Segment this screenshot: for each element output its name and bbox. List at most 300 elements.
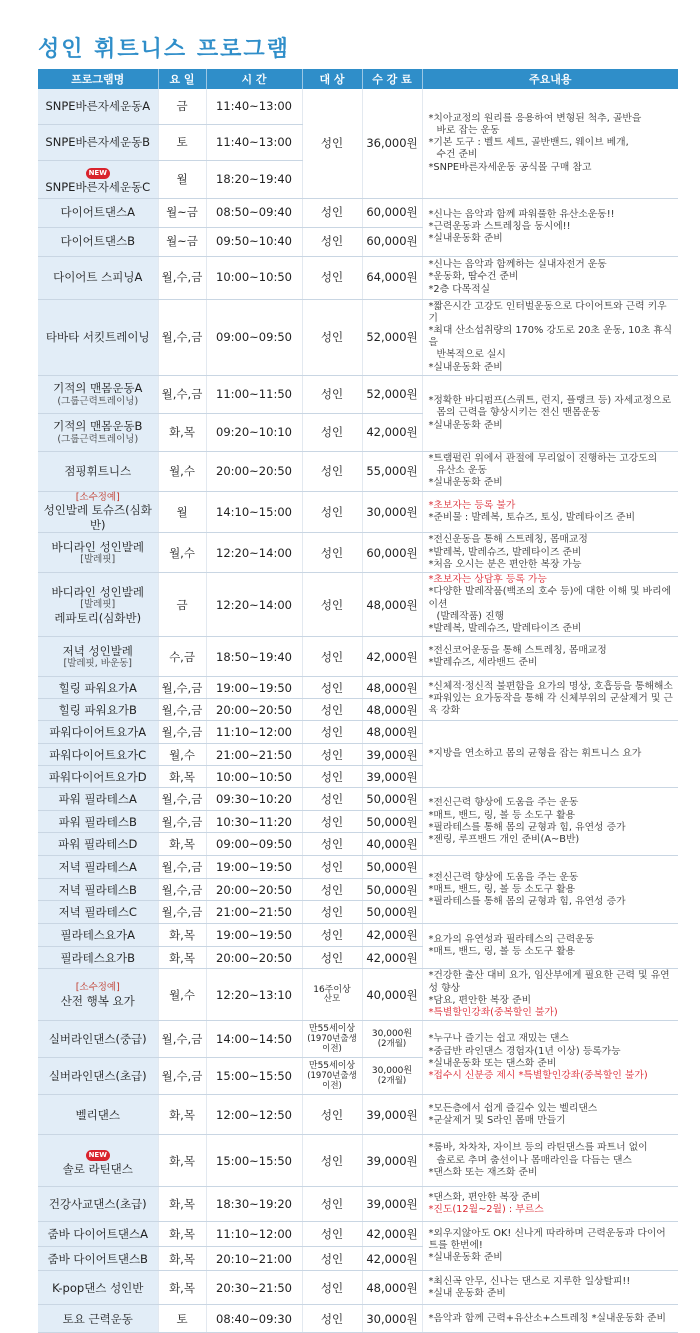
- table-row: [38, 256, 678, 299]
- target-cell: 성인: [302, 89, 362, 198]
- description-cell: [422, 788, 678, 856]
- target-cell: 성인: [302, 744, 362, 766]
- program-name: 점핑휘트니스: [64, 464, 132, 479]
- table-row: [38, 788, 678, 811]
- target-cell: 성인: [302, 1305, 362, 1333]
- time-cell: 10:00~10:50: [206, 766, 302, 788]
- fee-cell: 48,000원: [362, 573, 422, 637]
- table-row: [38, 299, 678, 375]
- day-cell: 금: [158, 89, 206, 124]
- description-line: *파워있는 요가동작을 통해 각 신체부위의 군살제거 및 근육 강화: [428, 692, 673, 717]
- program-tag: [소수정예]: [75, 491, 120, 503]
- fee-line: 30,000원: [371, 1066, 413, 1077]
- fee-cell: 36,000원: [362, 89, 422, 198]
- description-line: *짧은시간 고강도 인터벌운동으로 다이어트와 근력 키우기: [428, 300, 667, 324]
- description-line: *처음 오시는 분은 편안한 복장 가능: [428, 558, 582, 570]
- description-cell: [422, 89, 678, 198]
- description-line: *2층 다목적실: [428, 283, 491, 295]
- program-name-cell: [38, 947, 158, 969]
- table-row: [38, 89, 678, 124]
- time-cell: 21:00~21:50: [206, 901, 302, 924]
- fee-cell: 52,000원: [362, 375, 422, 413]
- program-name: K-pop댄스 성인반: [52, 1280, 144, 1295]
- description-cell: [422, 1135, 678, 1187]
- description-warning: *접수시 신분증 제시 *특별할인강좌(중복할인 불가): [428, 1070, 648, 1082]
- time-cell: 18:30~19:20: [206, 1187, 302, 1222]
- description-cell: [422, 256, 678, 299]
- program-name-cell: [38, 856, 158, 879]
- program-name: 산전 행복 요가: [60, 993, 135, 1008]
- description-line: *전신운동을 통해 스트레칭, 몸매교정: [428, 534, 588, 546]
- program-name: 필라테스요가A: [60, 928, 136, 943]
- table-row: [38, 1305, 678, 1333]
- program-name-cell: [38, 924, 158, 947]
- time-cell: 19:00~19:50: [206, 924, 302, 947]
- table-row: [38, 969, 678, 1021]
- fee-cell: 50,000원: [362, 788, 422, 811]
- program-name: 다이어트 스피닝A: [53, 270, 143, 285]
- fee-cell: 64,000원: [362, 256, 422, 299]
- day-cell: 월,수,금: [158, 856, 206, 879]
- target-cell: 성인: [302, 227, 362, 256]
- program-name: 기적의 맨몸운동B: [53, 419, 143, 434]
- fee-cell: 42,000원: [362, 413, 422, 451]
- description-cell: [422, 1305, 678, 1333]
- program-name-cell: [38, 491, 158, 533]
- description-line: *정확한 바디펌프(스쿼트, 런지, 플랭크 등) 자세교정으로: [428, 395, 672, 407]
- time-cell: 12:20~13:10: [206, 969, 302, 1021]
- fee-cell: 39,000원: [362, 766, 422, 788]
- header-time: 시 간: [206, 69, 302, 89]
- program-name-cell: [38, 1222, 158, 1247]
- table-body: [38, 89, 678, 1333]
- program-name-cell: [38, 811, 158, 833]
- description-line: *실내 운동화 준비: [428, 1287, 506, 1299]
- program-name: 필라테스요가B: [60, 950, 136, 965]
- time-cell: 12:20~14:00: [206, 573, 302, 637]
- program-name-cell: [38, 413, 158, 451]
- fee-cell: 40,000원: [362, 833, 422, 856]
- day-cell: 화,목: [158, 924, 206, 947]
- day-cell: 월,수,금: [158, 879, 206, 901]
- program-name: 벨리댄스: [75, 1107, 120, 1122]
- page-title: 성인 휘트니스 프로그램: [38, 37, 290, 62]
- description-line: *외우지않아도 OK! 신나게 따라하며 근력운동과 다이어트를 한번에!: [428, 1227, 666, 1252]
- table-row: [38, 1187, 678, 1222]
- program-name-cell: [38, 124, 158, 160]
- description-line: 바로 잡는 운동: [436, 124, 500, 136]
- description-cell: [422, 533, 678, 573]
- table-row: [38, 451, 678, 491]
- fee-cell: 55,000원: [362, 451, 422, 491]
- time-cell: 12:20~14:00: [206, 533, 302, 573]
- time-cell: 20:00~20:50: [206, 451, 302, 491]
- day-cell: 월,수,금: [158, 677, 206, 699]
- description-line: *실내운동화 준비: [428, 1252, 503, 1264]
- table-header-row: [38, 69, 678, 89]
- description-line: *운동화, 땀수건 준비: [428, 271, 519, 283]
- target-cell: 성인: [302, 947, 362, 969]
- description-line: *필라테스를 통해 몸의 균형과 힘, 유연성 증가: [428, 821, 626, 833]
- time-cell: 11:10~12:00: [206, 721, 302, 744]
- description-line: *신나는 음악과 함께하는 실내자전거 운동: [428, 259, 607, 271]
- fee-cell: 60,000원: [362, 533, 422, 573]
- description-line: 수건 준비: [436, 149, 478, 161]
- description-cell: [422, 721, 678, 788]
- program-name-cell: [38, 198, 158, 227]
- header-target: 대 상: [302, 69, 362, 89]
- time-cell: 12:00~12:50: [206, 1095, 302, 1135]
- description-cell: [422, 491, 678, 533]
- fee-cell: 42,000원: [362, 637, 422, 677]
- target-cell: 성인: [302, 1187, 362, 1222]
- program-name: 다이어트댄스B: [60, 234, 136, 249]
- time-cell: 09:30~10:20: [206, 788, 302, 811]
- program-name: 건강사교댄스(초급): [48, 1197, 147, 1212]
- table-row: [38, 721, 678, 744]
- target-cell: 성인: [302, 533, 362, 573]
- fee-cell: 52,000원: [362, 299, 422, 375]
- day-cell: 월,수,금: [158, 1021, 206, 1058]
- description-line: *필라테스를 통해 몸의 균형과 힘, 유연성 증가: [428, 896, 626, 908]
- target-cell: 성인: [302, 198, 362, 227]
- fee-cell: 48,000원: [362, 1271, 422, 1305]
- target-cell: 성인: [302, 699, 362, 721]
- fee-cell: 60,000원: [362, 227, 422, 256]
- description-line: *발레슈즈, 세라밴드 준비: [428, 656, 538, 668]
- program-name-cell: [38, 1021, 158, 1058]
- program-name: 타바타 서킷트레이닝: [45, 330, 150, 345]
- description-line: *준비물 : 발레복, 토슈즈, 토싱, 발레타이즈 준비: [428, 511, 636, 523]
- target-cell: 성인: [302, 721, 362, 744]
- fee-cell: 42,000원: [362, 1222, 422, 1247]
- description-cell: [422, 969, 678, 1021]
- fee-cell: 50,000원: [362, 811, 422, 833]
- day-cell: 화,목: [158, 1222, 206, 1247]
- target-cell: 성인: [302, 413, 362, 451]
- program-name: SNPE바른자세운동C: [45, 179, 151, 194]
- program-name-cell: [38, 533, 158, 573]
- time-cell: 10:30~11:20: [206, 811, 302, 833]
- day-cell: 월,수,금: [158, 256, 206, 299]
- fee-cell: 39,000원: [362, 1135, 422, 1187]
- program-name-cell: [38, 677, 158, 699]
- program-name: 저녁 필라테스C: [58, 905, 137, 920]
- target-line-2: (1970년출생 이전): [307, 1033, 357, 1054]
- description-line: *실내운동화 또는 댄스화 준비: [428, 1057, 557, 1069]
- time-cell: 14:10~15:00: [206, 491, 302, 533]
- new-badge: NEW: [86, 168, 110, 179]
- program-tag: [소수정예]: [75, 981, 120, 993]
- target-cell: 성인: [302, 573, 362, 637]
- fee-cell: 40,000원: [362, 969, 422, 1021]
- program-name-cell: [38, 299, 158, 375]
- target-cell: 성인: [302, 856, 362, 879]
- day-cell: 화,목: [158, 1095, 206, 1135]
- fee-cell: 42,000원: [362, 947, 422, 969]
- target-line: 16주이상: [313, 984, 351, 995]
- table-row: [38, 573, 678, 637]
- program-name-cell: [38, 721, 158, 744]
- description-cell: [422, 299, 678, 375]
- fee-cell: 48,000원: [362, 721, 422, 744]
- program-name-cell: [38, 227, 158, 256]
- description-cell: [422, 924, 678, 969]
- program-name: SNPE바른자세운동A: [45, 99, 151, 114]
- program-name: 기적의 맨몸운동A: [53, 381, 143, 396]
- program-name: 다이어트댄스A: [60, 205, 136, 220]
- description-cell: [422, 1095, 678, 1135]
- fee-cell: 50,000원: [362, 901, 422, 924]
- program-name: 솔로 라틴댄스: [62, 1161, 133, 1176]
- description-line: *기본 도구 : 벨트 세트, 골반밴드, 웨이브 베개,: [428, 137, 629, 149]
- program-subtitle: (그룹근력트레이닝): [57, 433, 139, 445]
- description-line: *요가의 유연성과 필라테스의 근력운동: [428, 934, 595, 946]
- time-cell: 20:10~21:00: [206, 1247, 302, 1271]
- day-cell: 토: [158, 124, 206, 160]
- description-line: *실내운동화 준비: [428, 419, 503, 431]
- table-row: [38, 677, 678, 699]
- day-cell: 월,수: [158, 533, 206, 573]
- target-cell: 성인: [302, 833, 362, 856]
- description-warning: *초보자는 등록 불가: [428, 499, 516, 511]
- program-name-cell: [38, 1095, 158, 1135]
- description-line: *다양한 발레작품(백조의 호수 등)에 대한 이해 및 바리에이션: [428, 586, 672, 610]
- description-line: *치아교정의 원리를 응용하여 변형된 척추, 골반을: [428, 112, 642, 124]
- fee-cell: 50,000원: [362, 856, 422, 879]
- program-name-cell: [38, 1305, 158, 1333]
- day-cell: 월,수,금: [158, 901, 206, 924]
- target-line-2: (1970년출생 이전): [307, 1070, 357, 1091]
- program-name: 줌바 다이어트댄스B: [47, 1251, 148, 1266]
- fee-cell: 42,000원: [362, 1247, 422, 1271]
- time-cell: 15:00~15:50: [206, 1135, 302, 1187]
- program-name: 저녁 필라테스A: [58, 860, 137, 875]
- program-name: 저녁 필라테스B: [58, 882, 137, 897]
- header-day: 요 일: [158, 69, 206, 89]
- description-line: *SNPE바른자세운동 공식몰 구매 참고: [428, 161, 592, 173]
- fee-note: (2개월): [377, 1075, 407, 1086]
- table-row: [38, 637, 678, 677]
- table-row: [38, 491, 678, 533]
- program-name-cell: [38, 375, 158, 413]
- program-name: 파워 필라테스B: [58, 814, 137, 829]
- description-line: *실내운동화 준비: [428, 477, 503, 489]
- description-line: *신체적·정신적 불편함을 요가의 명상, 호흡등을 통해해소: [428, 680, 673, 692]
- program-table: [38, 69, 678, 1333]
- target-cell: 성인: [302, 451, 362, 491]
- description-cell: [422, 856, 678, 924]
- description-line: *매트, 밴드, 링, 볼 등 소도구 활용: [428, 809, 575, 821]
- time-cell: 20:00~20:50: [206, 699, 302, 721]
- day-cell: 화,목: [158, 766, 206, 788]
- program-name: 바디라인 성인발레: [51, 584, 145, 599]
- header-program: 프로그램명: [38, 69, 158, 89]
- program-name: 파워다이어트요가D: [48, 769, 147, 784]
- description-cell: [422, 1187, 678, 1222]
- description-cell: [422, 198, 678, 256]
- fee-cell: 39,000원: [362, 1095, 422, 1135]
- day-cell: 수,금: [158, 637, 206, 677]
- program-name-cell: [38, 1135, 158, 1187]
- program-subtitle: [발레핏]: [80, 598, 116, 610]
- description-line: 반복적으로 실시: [436, 349, 506, 361]
- time-cell: 09:00~09:50: [206, 833, 302, 856]
- description-warning: *초보자는 상담후 등록 가능: [428, 574, 547, 586]
- description-line: *실내운동화 준비: [428, 361, 503, 373]
- time-cell: 15:00~15:50: [206, 1058, 302, 1095]
- target-cell: 성인: [302, 677, 362, 699]
- day-cell: 월,수,금: [158, 375, 206, 413]
- program-name-cell: [38, 1271, 158, 1305]
- target-cell: 성인: [302, 1222, 362, 1247]
- day-cell: 월,수: [158, 969, 206, 1021]
- time-cell: 11:40~13:00: [206, 124, 302, 160]
- target-cell: [302, 1021, 362, 1058]
- description-warning: *특별할인강좌(중복할인 불가): [428, 1007, 558, 1019]
- program-name: 파워다이어트요가C: [49, 747, 147, 762]
- description-line: 유산소 운동: [436, 465, 487, 477]
- description-line: 솔로로 추며 춤선이나 몸매라인을 다듬는 댄스: [436, 1154, 632, 1166]
- description-cell: [422, 573, 678, 637]
- time-cell: 19:00~19:50: [206, 677, 302, 699]
- target-cell: 성인: [302, 1095, 362, 1135]
- program-name: 줌바 다이어트댄스A: [47, 1227, 148, 1242]
- program-name-cell: [38, 451, 158, 491]
- target-cell: 성인: [302, 879, 362, 901]
- description-line: *최대 산소섭취량의 170% 강도로 20초 운동, 10초 휴식을: [428, 324, 673, 349]
- program-name: 실버라인댄스(중급): [48, 1032, 147, 1047]
- program-name-cell: [38, 573, 158, 637]
- time-cell: 08:40~09:30: [206, 1305, 302, 1333]
- description-line: *발레복, 발레슈즈, 발레타이즈 준비: [428, 546, 582, 558]
- program-name-cell: [38, 1058, 158, 1095]
- fee-cell: 42,000원: [362, 924, 422, 947]
- target-cell: 성인: [302, 1271, 362, 1305]
- day-cell: 월~금: [158, 227, 206, 256]
- program-subtitle-2: 레파토리(심화반): [54, 610, 142, 625]
- program-name-cell: [38, 160, 158, 198]
- target-cell: 성인: [302, 811, 362, 833]
- description-line: 몸의 근력을 향상시키는 전신 맨몸운동: [436, 407, 601, 419]
- target-cell: 성인: [302, 375, 362, 413]
- program-subtitle: [발레핏, 바운동]: [63, 658, 132, 670]
- time-cell: 11:40~13:00: [206, 89, 302, 124]
- program-name: 성인발레 토슈즈(심화반): [43, 503, 152, 532]
- program-name: 실버라인댄스(초급): [48, 1069, 147, 1084]
- target-cell: 성인: [302, 637, 362, 677]
- table-row: [38, 1095, 678, 1135]
- table-row: [38, 533, 678, 573]
- time-cell: 21:00~21:50: [206, 744, 302, 766]
- target-line-2: 산모: [323, 994, 341, 1005]
- time-cell: 09:20~10:10: [206, 413, 302, 451]
- description-line: *건강한 출산 대비 요가, 임산부에게 필요한 근력 및 유연성 향상: [428, 970, 670, 994]
- description-cell: [422, 375, 678, 451]
- day-cell: 월,수: [158, 744, 206, 766]
- table-row: [38, 1021, 678, 1058]
- day-cell: 화,목: [158, 1271, 206, 1305]
- description-line: *댄스화 또는 재즈화 준비: [428, 1166, 538, 1178]
- program-name: 파워 필라테스D: [58, 837, 138, 852]
- description-line: *음악과 함께 근력+유산소+스트레칭 *실내운동화 준비: [428, 1312, 666, 1324]
- target-cell: 성인: [302, 788, 362, 811]
- program-subtitle: (그룹근력트레이닝): [57, 395, 139, 407]
- program-name-cell: [38, 901, 158, 924]
- day-cell: 월~금: [158, 198, 206, 227]
- program-name-cell: [38, 833, 158, 856]
- day-cell: 월: [158, 160, 206, 198]
- fee-cell: 30,000원: [362, 1305, 422, 1333]
- description-line: *중급반 라인댄스 경험자(1년 이상) 등록가능: [428, 1045, 621, 1057]
- day-cell: 토: [158, 1305, 206, 1333]
- program-name-cell: [38, 969, 158, 1021]
- description-line: *전신근력 향상에 도움을 주는 운동: [428, 797, 579, 809]
- target-cell: 성인: [302, 1247, 362, 1271]
- day-cell: 월: [158, 491, 206, 533]
- description-line: *룸바, 차차차, 자이브 등의 라틴댄스를 파트너 없이: [428, 1142, 648, 1154]
- fee-cell: 30,000원: [362, 491, 422, 533]
- program-name: 힐링 파워요가B: [58, 702, 137, 717]
- target-cell: 성인: [302, 924, 362, 947]
- program-name: 토요 근력운동: [62, 1311, 133, 1326]
- day-cell: 월,수,금: [158, 788, 206, 811]
- description-line: *담요, 편안한 복장 준비: [428, 994, 532, 1006]
- time-cell: 19:00~19:50: [206, 856, 302, 879]
- target-line: 만55세이상: [308, 1061, 356, 1072]
- day-cell: 월,수,금: [158, 299, 206, 375]
- description-line: *최신곡 안무, 신나는 댄스로 지루한 일상탈피!!: [428, 1275, 631, 1287]
- fee-note: (2개월): [377, 1038, 407, 1049]
- day-cell: 화,목: [158, 947, 206, 969]
- time-cell: 09:50~10:40: [206, 227, 302, 256]
- description-line: *모든층에서 쉽게 즐길수 있는 벨리댄스: [428, 1102, 598, 1114]
- program-name-cell: [38, 744, 158, 766]
- description-line: *전신코어운동을 통해 스트레칭, 몸매교정: [428, 644, 607, 656]
- time-cell: 08:50~09:40: [206, 198, 302, 227]
- time-cell: 20:30~21:50: [206, 1271, 302, 1305]
- day-cell: 화,목: [158, 833, 206, 856]
- program-subtitle: [발레핏]: [80, 553, 116, 565]
- description-line: *매트, 밴드, 링, 볼 등 소도구 활용: [428, 883, 575, 895]
- target-cell: 성인: [302, 256, 362, 299]
- time-cell: 18:50~19:40: [206, 637, 302, 677]
- table-row: [38, 198, 678, 227]
- description-line: *발레복, 발레슈즈, 발레타이즈 준비: [428, 623, 582, 635]
- program-name-cell: [38, 1247, 158, 1271]
- description-cell: [422, 637, 678, 677]
- time-cell: 18:20~19:40: [206, 160, 302, 198]
- description-cell: [422, 677, 678, 721]
- table-row: [38, 1271, 678, 1305]
- day-cell: 월,수,금: [158, 721, 206, 744]
- program-name: 파워 필라테스A: [58, 792, 137, 807]
- fee-cell: 50,000원: [362, 879, 422, 901]
- day-cell: 월,수: [158, 451, 206, 491]
- day-cell: 월,수,금: [158, 1058, 206, 1095]
- target-cell: 성인: [302, 901, 362, 924]
- program-name: 바디라인 성인발레: [51, 539, 145, 554]
- description-cell: [422, 1021, 678, 1095]
- target-cell: 성인: [302, 491, 362, 533]
- day-cell: 화,목: [158, 413, 206, 451]
- program-name-cell: [38, 1187, 158, 1222]
- time-cell: 20:00~20:50: [206, 879, 302, 901]
- target-line: 만55세이상: [308, 1024, 356, 1035]
- program-name-cell: [38, 256, 158, 299]
- description-warning: *진도(12월~2월) : 부르스: [428, 1204, 544, 1216]
- time-cell: 09:00~09:50: [206, 299, 302, 375]
